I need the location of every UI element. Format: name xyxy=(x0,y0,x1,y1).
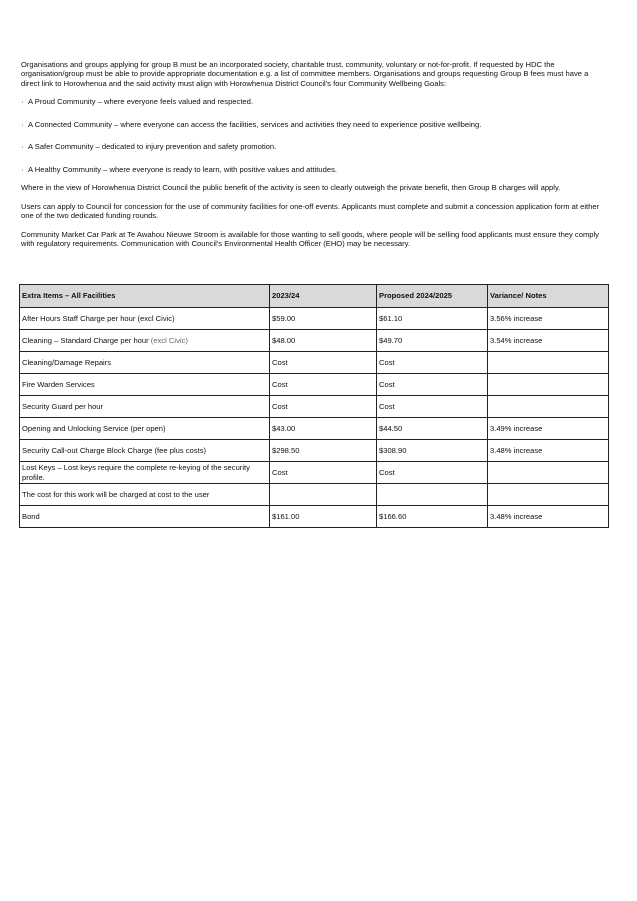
cell-proposed xyxy=(377,418,488,440)
table-row xyxy=(20,440,609,462)
cell-proposed xyxy=(377,462,488,484)
cell-variance xyxy=(488,308,609,330)
cell-proposed-text: Cost xyxy=(379,467,395,477)
table-row xyxy=(20,308,609,330)
cell-item-text: Bond xyxy=(22,511,40,521)
goal-item xyxy=(21,142,607,151)
bullet-icon: · xyxy=(21,142,24,152)
cell-2023-24-text: $161.00 xyxy=(272,511,300,521)
cell-item xyxy=(20,462,270,484)
cell-item-text: Cleaning/Damage Repairs xyxy=(22,357,112,367)
cell-variance-text: 3.48% increase xyxy=(490,511,543,521)
cell-variance xyxy=(488,506,609,528)
cell-item xyxy=(20,484,270,506)
cell-2023-24-text: $298.50 xyxy=(272,445,300,455)
cell-2023-24 xyxy=(270,418,377,440)
cell-item-text: After Hours Staff Charge per hour (excl Civic) xyxy=(22,313,175,323)
cell-2023-24-text: Cost xyxy=(272,357,288,367)
cell-item-note: (excl Civic) xyxy=(150,335,188,345)
cell-2023-24-text: Cost xyxy=(272,401,288,411)
cell-item xyxy=(20,440,270,462)
cell-variance xyxy=(488,440,609,462)
cell-2023-24-text: $48.00 xyxy=(272,335,296,345)
cell-item-text: Security Guard per hour xyxy=(22,401,104,411)
cell-item xyxy=(20,506,270,528)
table-row xyxy=(20,352,609,374)
cell-2023-24 xyxy=(270,484,377,506)
cell-item-text: Fire Warden Services xyxy=(22,379,95,389)
table-row xyxy=(20,506,609,528)
cell-proposed-text: $166.60 xyxy=(379,511,407,521)
cell-proposed-text: Cost xyxy=(379,357,395,367)
table-row xyxy=(20,374,609,396)
cell-variance xyxy=(488,352,609,374)
header-item: Extra Items – All Facilities xyxy=(20,285,270,308)
cell-2023-24 xyxy=(270,396,377,418)
cell-proposed-text: $308.90 xyxy=(379,445,407,455)
cell-proposed-text: $44.50 xyxy=(379,423,403,433)
cell-2023-24 xyxy=(270,308,377,330)
header-proposed-2024-2025: Proposed 2024/2025 xyxy=(377,285,488,308)
cell-item xyxy=(20,352,270,374)
goal-item xyxy=(21,165,607,174)
cell-variance-text: 3.48% increase xyxy=(490,445,543,455)
cell-variance-text: 3.54% increase xyxy=(490,335,543,345)
goal-item xyxy=(21,120,607,129)
cell-item-text: Security Call-out Charge Block Charge (fee plus costs) xyxy=(22,445,207,455)
cell-variance xyxy=(488,484,609,506)
cell-2023-24 xyxy=(270,440,377,462)
cell-proposed xyxy=(377,352,488,374)
cell-item-text: The cost for this work will be charged at cost to the user xyxy=(22,489,210,499)
cell-proposed xyxy=(377,440,488,462)
concession-paragraph: Users can apply to Council for concession for the use of community facilities for one-off events. Applicants must complete and submit a concession application form at either one of the two dedicated funding rounds. xyxy=(21,201,600,221)
table-row xyxy=(20,396,609,418)
cell-variance-text: 3.56% increase xyxy=(490,313,543,323)
cell-2023-24 xyxy=(270,352,377,374)
cell-proposed-text: Cost xyxy=(379,379,395,389)
cell-2023-24 xyxy=(270,374,377,396)
cell-2023-24-text: Cost xyxy=(272,467,288,477)
table-row xyxy=(20,484,609,506)
header-2023-24: 2023/24 xyxy=(270,285,377,308)
cell-item xyxy=(20,418,270,440)
cell-variance xyxy=(488,418,609,440)
bullet-icon: · xyxy=(21,119,24,129)
cell-proposed xyxy=(377,484,488,506)
table-row xyxy=(20,418,609,440)
goal-item xyxy=(21,97,607,106)
cell-item xyxy=(20,374,270,396)
cell-2023-24-text: $43.00 xyxy=(272,423,296,433)
cell-proposed xyxy=(377,396,488,418)
cell-2023-24 xyxy=(270,330,377,352)
cell-2023-24-text: $59.00 xyxy=(272,313,296,323)
table-row xyxy=(20,462,609,484)
wellbeing-goals-list xyxy=(21,97,607,174)
goal-text: A Connected Community – where everyone can access the facilities, services and activities they need to experience positive wellbeing. xyxy=(28,119,482,129)
cell-2023-24 xyxy=(270,462,377,484)
header-variance-notes: Variance/ Notes xyxy=(488,285,609,308)
cell-proposed xyxy=(377,308,488,330)
cell-2023-24-text: Cost xyxy=(272,379,288,389)
document-body xyxy=(21,60,607,258)
goal-text: A Proud Community – where everyone feels valued and respected. xyxy=(28,97,253,107)
cell-variance xyxy=(488,462,609,484)
market-car-park-paragraph: Community Market Car Park at Te Awahou Nieuwe Stroom is available for those wanting to sell goods, where people will be selling food applicants must ensure they comply with regulatory requirements. Communication with Council's Environmental Health Officer (EHO) may be necessary. xyxy=(21,229,599,249)
cell-proposed xyxy=(377,506,488,528)
cell-variance-text: 3.49% increase xyxy=(490,423,543,433)
bullet-icon: · xyxy=(21,164,24,174)
cell-variance xyxy=(488,330,609,352)
cell-item xyxy=(20,330,270,352)
cell-variance xyxy=(488,374,609,396)
cell-item-text: Cleaning – Standard Charge per hour xyxy=(22,335,149,345)
goal-text: A Safer Community – dedicated to injury prevention and safety promotion. xyxy=(28,142,277,152)
cell-item-text: Lost Keys – Lost keys require the complete re-keying of the security profile. xyxy=(22,463,250,482)
extra-items-fees-table xyxy=(19,284,609,528)
cell-proposed-text: $49.70 xyxy=(379,335,403,345)
intro-paragraph: Organisations and groups applying for group B must be an incorporated society, charitable trust, community, voluntary or not-for-profit. If requested by HDC the organisation/group must be able to provide appropriate documentation e.g. a list of committee members. Organisations and groups requesting Group B fees must have a direct link to Horowhenua and the said activity must align with Horowhenua District Council's four Community Wellbeing Goals: xyxy=(21,60,589,88)
table-row xyxy=(20,330,609,352)
goal-text: A Healthy Community – where everyone is ready to learn, with positive values and attitudes. xyxy=(28,164,337,174)
cell-proposed-text: Cost xyxy=(379,401,395,411)
cell-item xyxy=(20,396,270,418)
cell-proposed-text: $61.10 xyxy=(379,313,403,323)
table-header-row xyxy=(20,285,609,308)
cell-item xyxy=(20,308,270,330)
cell-proposed xyxy=(377,374,488,396)
bullet-icon: · xyxy=(21,97,24,107)
public-benefit-paragraph: Where in the view of Horowhenua District Council the public benefit of the activity is seen to clearly outweigh the private benefit, then Group B charges will apply. xyxy=(21,183,561,193)
cell-2023-24 xyxy=(270,506,377,528)
cell-variance xyxy=(488,396,609,418)
cell-item-text: Opening and Unlocking Service (per open) xyxy=(22,423,166,433)
cell-proposed xyxy=(377,330,488,352)
